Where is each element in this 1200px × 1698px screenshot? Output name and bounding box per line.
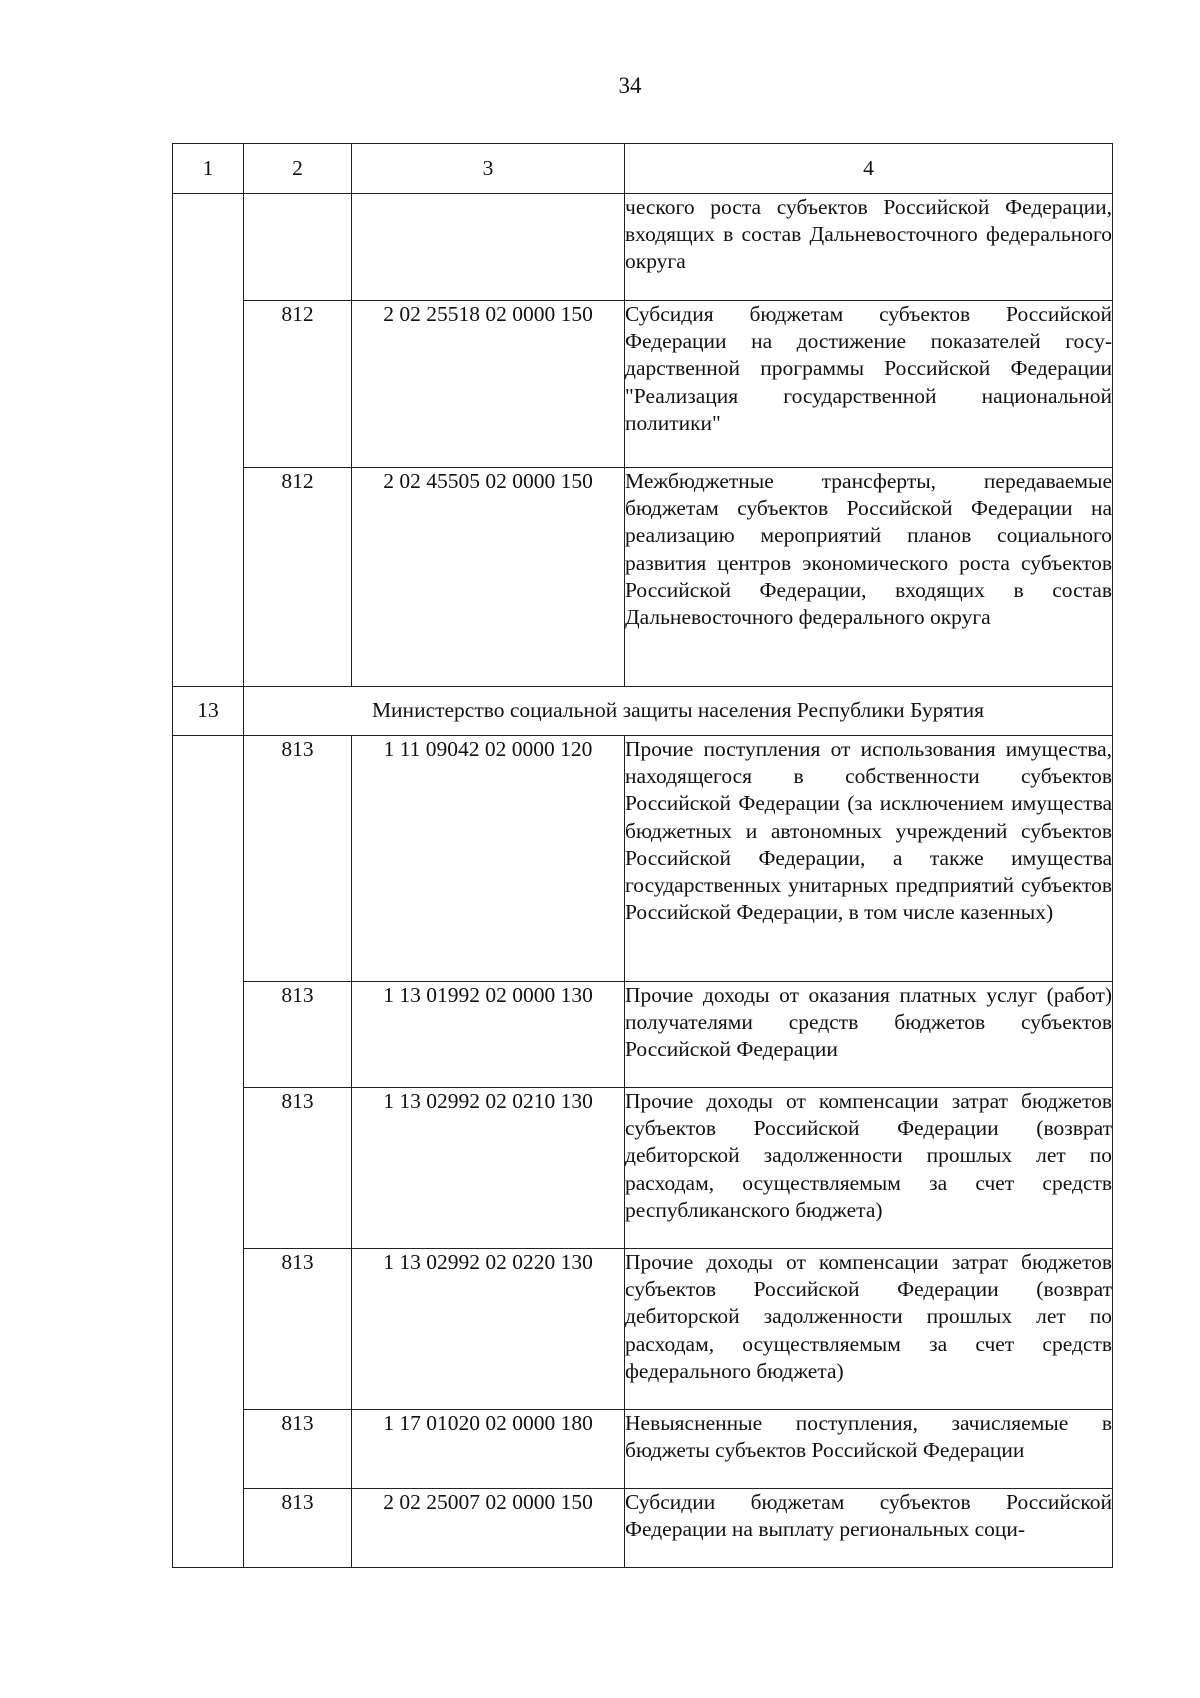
section-title: Министерство социальной защиты населения Республики Бурятия (244, 687, 1113, 736)
table-row (173, 1249, 1113, 1410)
income-code-cell: 1 13 02992 02 0220 130 (352, 1249, 625, 1410)
income-code-cell: 1 13 02992 02 0210 130 (352, 1088, 625, 1249)
admin-code-cell: 812 (244, 468, 352, 687)
admin-code-cell: 812 (244, 301, 352, 468)
admin-code-cell: 813 (244, 1088, 352, 1249)
column-number-header-row (173, 144, 1113, 194)
description-cell: Прочие поступления от использования имущества, находящегося в собственности субъектов Российской Федерации (за исключением имущества бюджетных и автономных учреждений субъектов Российской Федерации, а также имущества государственных унитарных предприятий субъектов Российской Федерации, в том числе казенных) (625, 736, 1113, 982)
admin-code-cell (244, 194, 352, 301)
admin-code-cell: 813 (244, 982, 352, 1088)
section-number-cell (173, 736, 244, 1568)
income-code-cell: 2 02 45505 02 0000 150 (352, 468, 625, 687)
column-number-4: 4 (625, 144, 1113, 194)
revenue-classification-table (172, 143, 1113, 1568)
table-row (173, 468, 1113, 687)
table-row (173, 982, 1113, 1088)
description-cell: ческого роста субъектов Российской Федерации, входящих в состав Дальневосточного федерального округа (625, 194, 1113, 301)
income-code-cell: 1 11 09042 02 0000 120 (352, 736, 625, 982)
section-number-cell (173, 194, 244, 687)
description-cell: Субсидии бюджетам субъектов Российской Федерации на выплату региональных соци- (625, 1489, 1113, 1568)
description-cell: Невыясненные поступления, зачисляемые в бюджеты субъектов Российской Федерации (625, 1410, 1113, 1489)
admin-code-cell: 813 (244, 1410, 352, 1489)
income-code-cell: 2 02 25007 02 0000 150 (352, 1489, 625, 1568)
column-number-3: 3 (352, 144, 625, 194)
table-row (173, 736, 1113, 982)
section-header-row (173, 687, 1113, 736)
column-number-1: 1 (173, 144, 244, 194)
description-cell: Прочие доходы от оказания платных услуг (работ) получателями средств бюджетов субъектов Российской Федерации (625, 982, 1113, 1088)
description-cell: Межбюджетные трансферты, передаваемые бюджетам субъектов Российской Федерации на реализацию мероприятий планов социального развития центров экономического роста субъектов Российской Федерации, входящих в состав Дальневосточного федерального округа (625, 468, 1113, 687)
admin-code-cell: 813 (244, 1249, 352, 1410)
description-cell: Прочие доходы от компенсации затрат бюджетов субъектов Российской Федерации (возврат дебиторской задолженности прошлых лет по расходам, осуществляемым за счет средств республиканского бюджета) (625, 1088, 1113, 1249)
admin-code-cell: 813 (244, 1489, 352, 1568)
table-row (173, 1489, 1113, 1568)
income-code-cell (352, 194, 625, 301)
table-row (173, 1088, 1113, 1249)
description-cell: Субсидия бюджетам субъектов Российской Федерации на достижение показателей государственной программы Российской Федерации "Реализация государственной национальной политики" (625, 301, 1113, 468)
table-row-continued (173, 194, 1113, 301)
income-code-cell: 2 02 25518 02 0000 150 (352, 301, 625, 468)
income-code-cell: 1 13 01992 02 0000 130 (352, 982, 625, 1088)
description-cell: Прочие доходы от компенсации затрат бюджетов субъектов Российской Федерации (возврат дебиторской задолженности прошлых лет по расходам, осуществляемым за счет средств федерального бюджета) (625, 1249, 1113, 1410)
table-row (173, 301, 1113, 468)
page-number: 34 (618, 73, 642, 98)
table-row (173, 1410, 1113, 1489)
income-code-cell: 1 17 01020 02 0000 180 (352, 1410, 625, 1489)
section-number: 13 (173, 687, 244, 736)
column-number-2: 2 (244, 144, 352, 194)
admin-code-cell: 813 (244, 736, 352, 982)
